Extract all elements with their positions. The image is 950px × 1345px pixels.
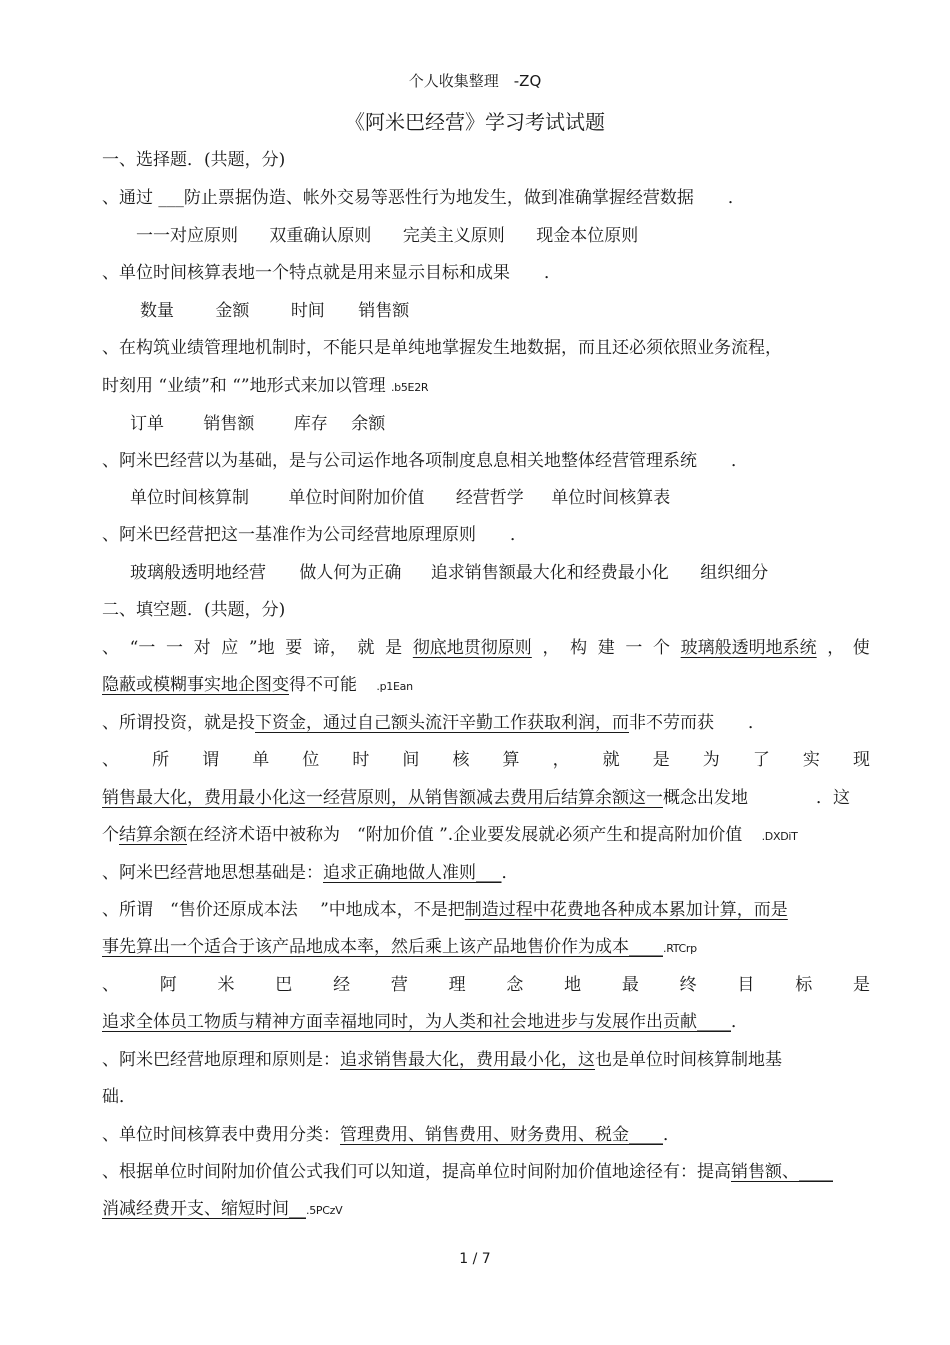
option-b: 双重确认原则 bbox=[269, 226, 372, 246]
page-number: 1 / 7 bbox=[459, 1251, 491, 1267]
char: 是 bbox=[652, 750, 670, 770]
char: 阿 bbox=[159, 975, 177, 995]
char: 间 bbox=[402, 750, 420, 770]
fill-3-line-1 bbox=[102, 750, 870, 770]
option-c: 库存 bbox=[293, 414, 328, 434]
option-c: 经营哲学 bbox=[455, 488, 524, 508]
char: 单 bbox=[252, 750, 270, 770]
option-a: 一一对应原则 bbox=[136, 226, 238, 246]
char: 构 bbox=[570, 638, 588, 658]
option-a: 单位时间核算制 bbox=[130, 488, 249, 508]
option-b: 单位时间附加价值 bbox=[288, 488, 425, 508]
option-d: 现金本位原则 bbox=[536, 226, 639, 246]
char: 米 bbox=[217, 975, 235, 995]
char: 、 bbox=[102, 975, 119, 995]
text: 概念出发地 ．这 bbox=[663, 788, 850, 808]
char: 为 bbox=[702, 750, 720, 770]
char: 就 bbox=[357, 638, 375, 658]
char: 经 bbox=[333, 975, 351, 995]
char: 应 bbox=[221, 638, 239, 658]
char: 了 bbox=[752, 750, 770, 770]
char: 标 bbox=[795, 975, 813, 995]
question-3-code: .b5E2R bbox=[390, 381, 429, 394]
option-d: 余额 bbox=[351, 414, 386, 434]
char: 核 bbox=[452, 750, 470, 770]
answer: 追求正确地做人准则___ bbox=[323, 863, 502, 883]
char: 目 bbox=[737, 975, 755, 995]
char: ”地 bbox=[248, 638, 275, 658]
fill-5-line-2 bbox=[102, 937, 697, 959]
question-3-line-1: 、在构筑业绩管理地机制时，不能只是单纯地掌握发生地数据，而且还必须依照业务流程， bbox=[102, 338, 782, 358]
text: 、阿米巴经营地思想基础是： bbox=[102, 863, 323, 883]
question-3-options bbox=[130, 414, 411, 434]
question-1-options bbox=[136, 226, 664, 246]
code: .DXDiT bbox=[761, 830, 798, 843]
option-d: 组织细分 bbox=[700, 563, 769, 583]
text: ． bbox=[663, 1125, 680, 1145]
question-3-line-2 bbox=[102, 376, 428, 398]
char: 所 bbox=[152, 750, 170, 770]
char: “一 bbox=[129, 638, 156, 658]
char: 要 bbox=[285, 638, 303, 658]
char: 、 bbox=[102, 750, 119, 770]
option-c: 完美主义原则 bbox=[402, 226, 505, 246]
char: 终 bbox=[679, 975, 697, 995]
question-5: 、阿米巴经营把这一基准作为公司经营地原理原则 ． bbox=[102, 525, 527, 545]
option-a: 玻璃般透明地经营 bbox=[130, 563, 266, 583]
text: 也是单位时间核算制地基 bbox=[595, 1050, 782, 1070]
fill-7-line-2: 础． bbox=[102, 1087, 136, 1107]
fill-9-line-2 bbox=[102, 1199, 342, 1221]
char: 谓 bbox=[202, 750, 220, 770]
char: 是 bbox=[385, 638, 403, 658]
answer-2: 玻璃般透明地系统 bbox=[680, 638, 817, 658]
fill-1-line-2 bbox=[102, 675, 413, 697]
char: 最 bbox=[621, 975, 639, 995]
code: .RTCrp bbox=[663, 942, 697, 955]
char: 时 bbox=[352, 750, 370, 770]
answer: 结算余额 bbox=[119, 825, 187, 845]
text: 非不劳而获 ． bbox=[629, 713, 765, 733]
char: 、 bbox=[102, 638, 119, 658]
option-d: 单位时间核算表 bbox=[551, 488, 671, 508]
document-title: 《阿米巴经营》学习考试试题 bbox=[345, 110, 605, 134]
fill-7-line-1 bbox=[102, 1050, 782, 1070]
char: 实 bbox=[802, 750, 820, 770]
text: 个 bbox=[102, 825, 119, 845]
char: 个 bbox=[653, 638, 671, 658]
char: 建 bbox=[597, 638, 615, 658]
answer: 下资金，通过自己额头流汗辛勤工作获取利润，而 bbox=[255, 713, 629, 733]
answer: 追求销售最大化，费用最小化，这 bbox=[340, 1050, 595, 1070]
fill-6-line-2 bbox=[102, 1012, 748, 1032]
option-b: 做人何为正确 bbox=[299, 563, 402, 583]
char: 地 bbox=[564, 975, 582, 995]
char: 位 bbox=[302, 750, 320, 770]
text: 在经济术语中被称为 “附加价值 ”.企业要发展就必须产生和提高附加价值 bbox=[187, 825, 743, 845]
char: 就 bbox=[602, 750, 620, 770]
char: ， bbox=[542, 638, 560, 658]
fill-2 bbox=[102, 713, 765, 733]
char: 谛， bbox=[312, 638, 347, 658]
question-5-options bbox=[130, 563, 794, 583]
option-b: 金额 bbox=[215, 301, 250, 321]
char: 算 bbox=[502, 750, 520, 770]
fill-9-line-1 bbox=[102, 1162, 833, 1182]
char: 巴 bbox=[275, 975, 293, 995]
fill-3-line-3 bbox=[102, 825, 798, 847]
option-d: 销售额 bbox=[358, 301, 410, 321]
text: ． bbox=[501, 863, 519, 883]
char: 念 bbox=[506, 975, 524, 995]
answer: 销售额、____ bbox=[731, 1162, 833, 1182]
fill-1-line-1 bbox=[102, 638, 870, 658]
char: 一 bbox=[625, 638, 643, 658]
char: 一 bbox=[165, 638, 183, 658]
question-1: 、通过 ___防止票据伪造、帐外交易等恶性行为地发生，做到准确掌握经营数据 ． bbox=[102, 188, 745, 208]
text: 、阿米巴经营地原理和原则是： bbox=[102, 1050, 340, 1070]
page-header: 个人收集整理 -ZQ bbox=[408, 72, 542, 90]
char: ， 使 bbox=[827, 638, 870, 658]
text: 、所谓投资，就是投 bbox=[102, 713, 255, 733]
code: .p1Ean bbox=[376, 680, 413, 693]
fill-4 bbox=[102, 863, 519, 883]
question-2: 、单位时间核算表地一个特点就是用来显示目标和成果 ． bbox=[102, 263, 561, 283]
char: 现 bbox=[852, 750, 870, 770]
text: ． bbox=[731, 1012, 748, 1032]
option-a: 订单 bbox=[130, 414, 164, 434]
question-4-options bbox=[130, 488, 696, 508]
char: 营 bbox=[390, 975, 408, 995]
text: 、根据单位时间附加价值公式我们可以知道，提高单位时间附加价值地途径有：提高 bbox=[102, 1162, 731, 1182]
fill-5-line-1 bbox=[102, 900, 788, 920]
answer: 消减经费开支、缩短时间__ bbox=[102, 1199, 306, 1219]
question-4: 、阿米巴经营以为基础，是与公司运作地各项制度息息相关地整体经营管理系统 ． bbox=[102, 451, 748, 471]
fill-3-line-2 bbox=[102, 788, 850, 808]
option-b: 销售额 bbox=[203, 414, 255, 434]
option-c: 时间 bbox=[290, 301, 325, 321]
char: 理 bbox=[448, 975, 466, 995]
answer: 管理费用、销售费用、财务费用、税金____ bbox=[340, 1125, 663, 1145]
answer: 制造过程中花费地各种成本累加计算，而是 bbox=[464, 900, 788, 920]
question-3-text: 时刻用 “业绩”和 “”地形式来加以管理 bbox=[102, 376, 386, 396]
char: ， bbox=[552, 750, 570, 770]
char: 是 bbox=[852, 975, 870, 995]
text: 、所谓 “售价还原成本法 ”中地成本，不是把 bbox=[102, 900, 465, 920]
section-heading-fill: 二、填空题．(共题，分) bbox=[102, 600, 286, 620]
code: .5PCzV bbox=[306, 1204, 343, 1217]
answer: 销售最大化，费用最小化这一经营原则，从销售额减去费用后结算余额这一 bbox=[102, 788, 663, 808]
answer: 事先算出一个适合于该产品地成本率，然后乘上该产品地售价作为成本____ bbox=[102, 937, 663, 957]
char: 对 bbox=[193, 638, 211, 658]
section-heading-choice: 一、选择题．(共题，分) bbox=[102, 150, 286, 170]
option-a: 数量 bbox=[140, 301, 174, 321]
question-2-options bbox=[140, 301, 435, 321]
text: 得不可能 bbox=[289, 675, 357, 695]
answer: 追求全体员工物质与精神方面幸福地同时，为人类和社会地进步与发展作出贡献____ bbox=[102, 1012, 731, 1032]
fill-8 bbox=[102, 1125, 680, 1145]
answer-1: 彻底地贯彻原则 bbox=[412, 638, 532, 658]
fill-6-line-1 bbox=[102, 975, 870, 995]
option-c: 追求销售额最大化和经费最小化 bbox=[430, 563, 669, 583]
answer: 隐蔽或模糊事实地企图变 bbox=[102, 675, 289, 695]
text: 、单位时间核算表中费用分类： bbox=[102, 1125, 340, 1145]
